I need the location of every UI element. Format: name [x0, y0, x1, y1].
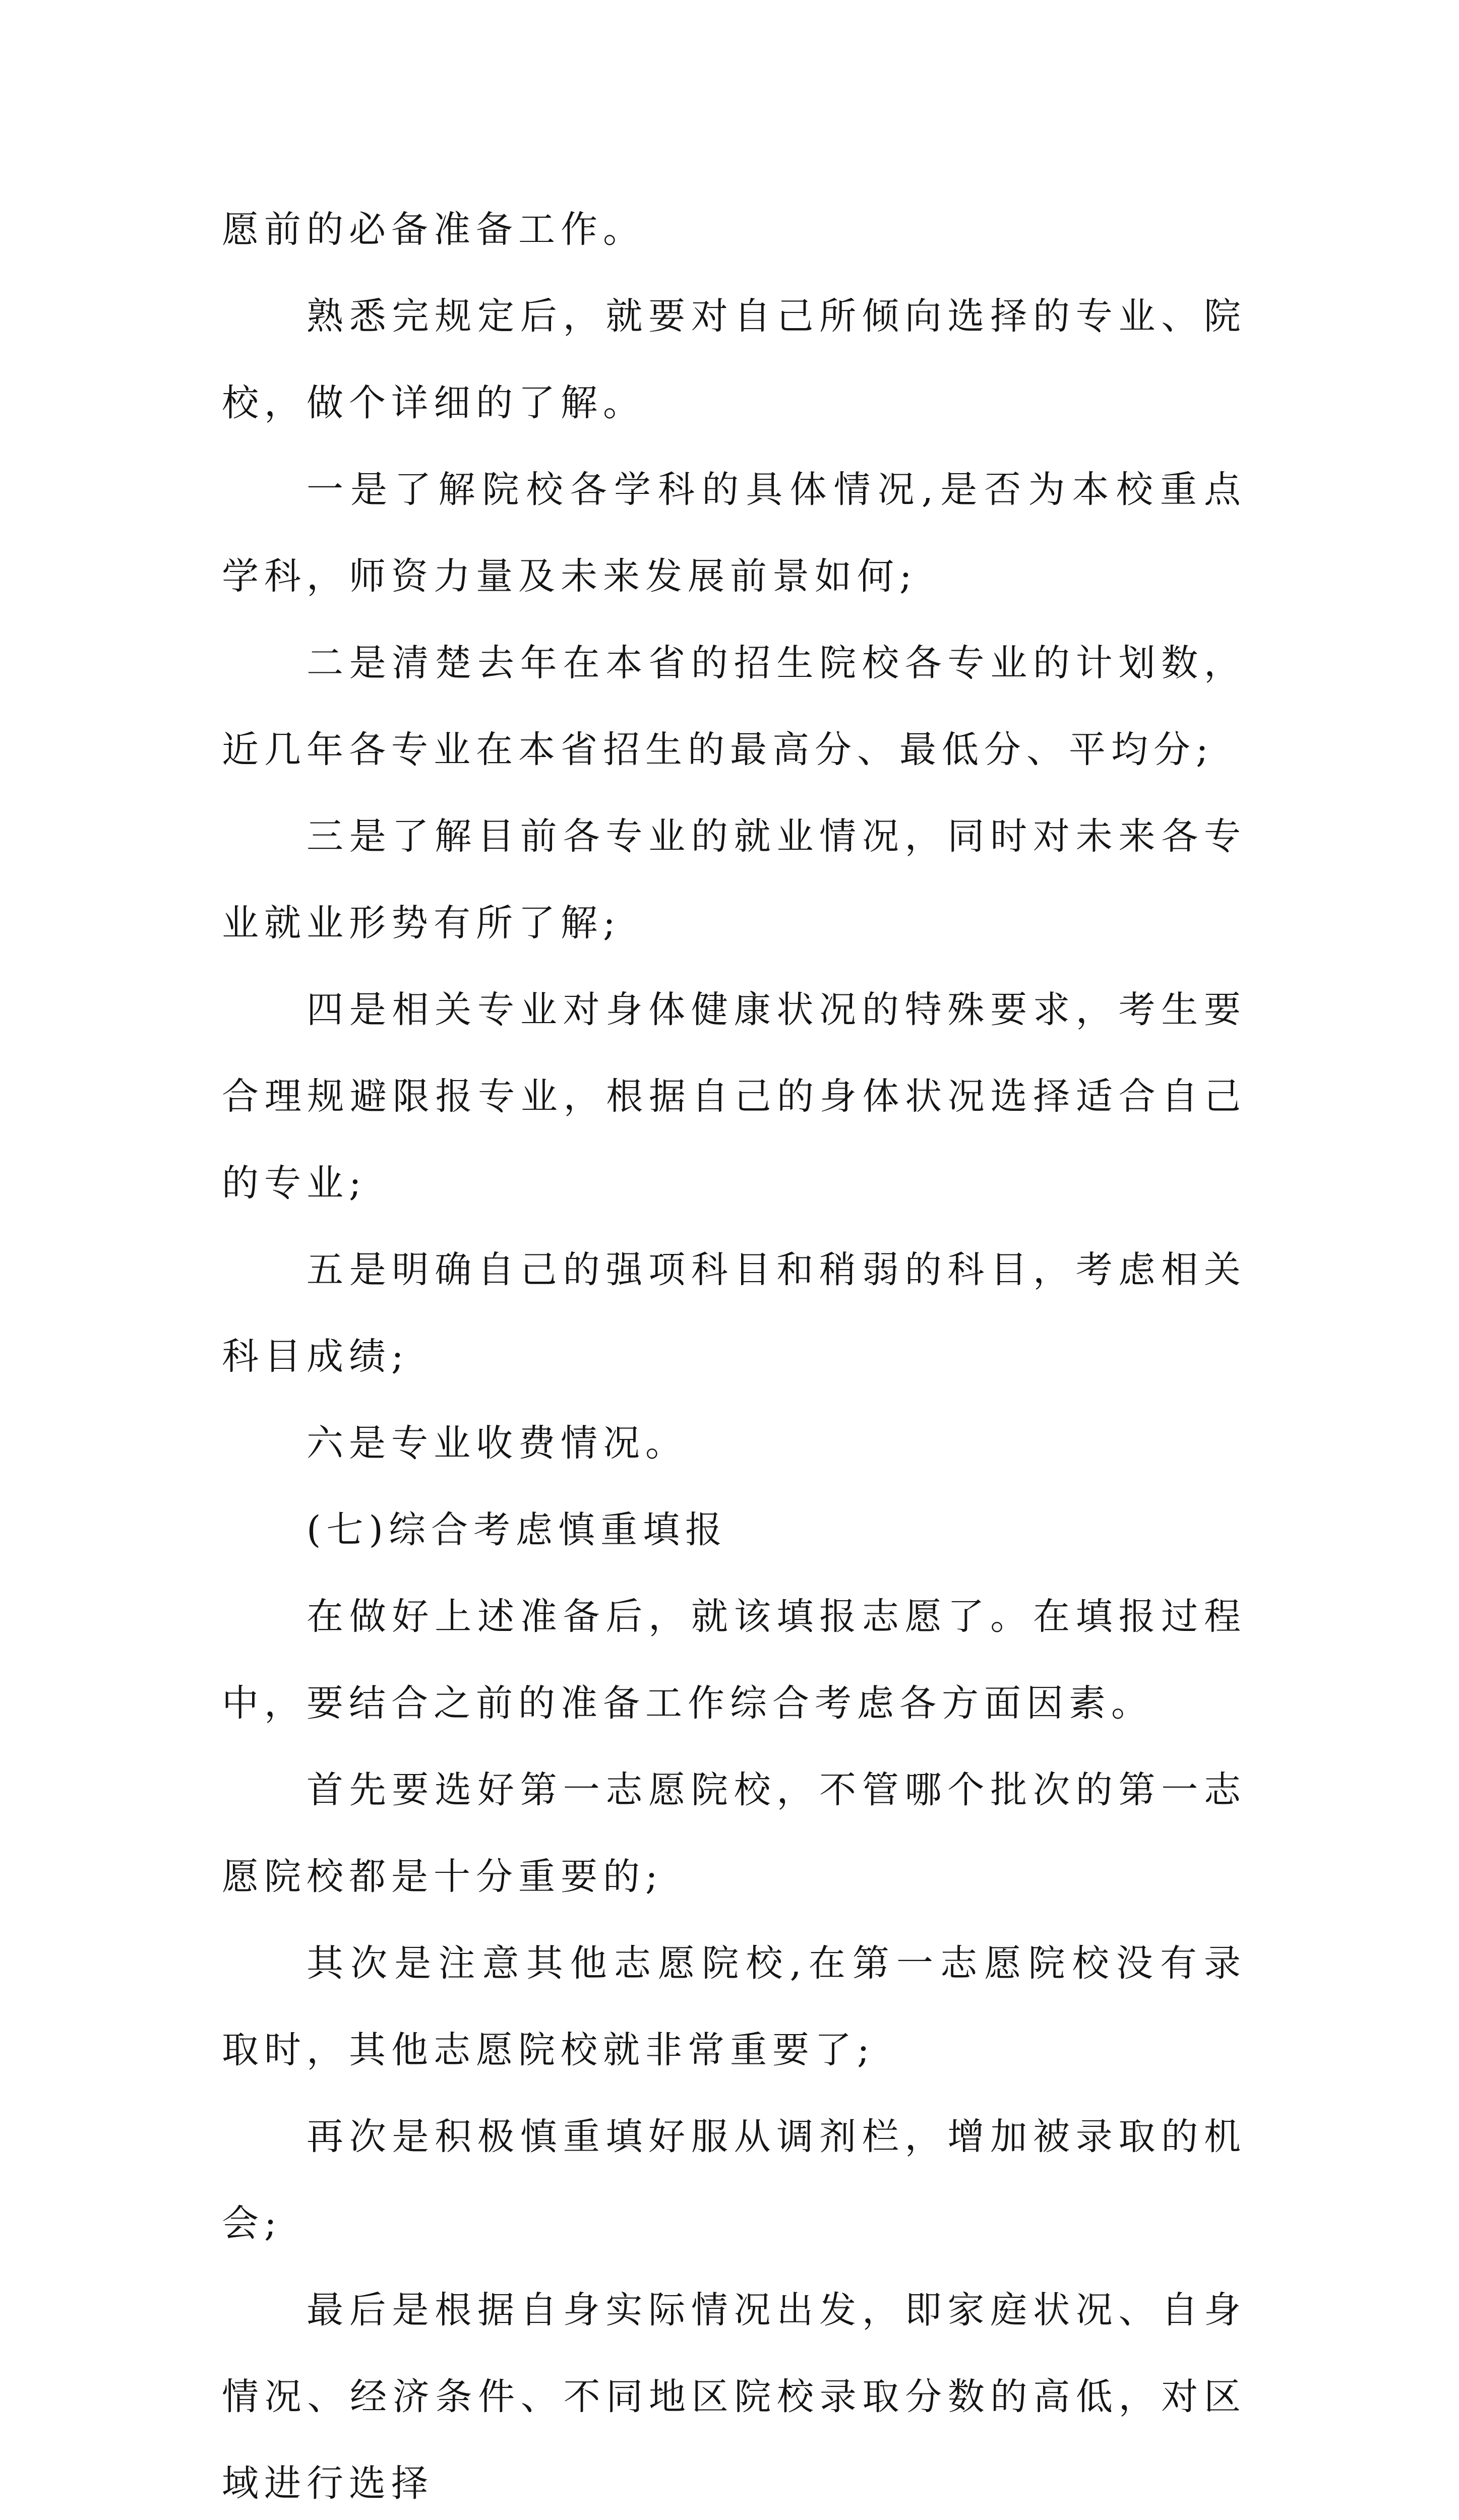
- paragraph: 首先要选好第一志愿院校，不管哪个批次的第一志愿院校都是十分重要的;: [222, 1769, 1246, 1898]
- paragraph: 一是了解院校各学科的具体情况,是否为本校重点学科，师资力量及未来发展前景如何;: [222, 468, 1246, 598]
- paragraph: 在做好上述准备后，就该填报志愿了。在填报过程中，要结合之前的准备工作综合考虑各方面因素。: [222, 1595, 1246, 1725]
- paragraph: 五是明确自己的强项科目和稍弱的科目，考虑相关科目成绩;: [222, 1248, 1246, 1378]
- document-body: [222, 186, 1246, 2520]
- section-heading: (七)综合考虑慎重填报: [307, 1508, 727, 1551]
- paragraph: 六是专业收费情况。: [307, 1422, 688, 1465]
- paragraph: 二是清楚去年在本省的招生院校各专业的计划数，近几年各专业在本省招生的最高分、最低分、平均分;: [222, 642, 1246, 771]
- paragraph: 愿前的必备准备工作。: [222, 208, 645, 251]
- paragraph: 最后是根据自身实际情况出发，即家庭状况、自身情况、经济条件、不同地区院校录取分数的高低，对区域进行选择: [222, 2289, 1246, 2505]
- paragraph: 其次是注意其他志愿院校,在第一志愿院校没有录取时，其他志愿院校就非常重要了;: [222, 1942, 1246, 2071]
- paragraph: 三是了解目前各专业的就业情况，同时对未来各专业就业形势有所了解;: [222, 815, 1246, 944]
- paragraph: 再次是积极慎重填好服从调剂栏，增加被录取的机会;: [222, 2115, 1246, 2245]
- paragraph: 四是相关专业对身体健康状况的特殊要求，考生要合理规避限报专业，根据自己的身体状况选择适合自己的专业;: [222, 988, 1246, 1205]
- paragraph: 熟悉完规定后，就要对自己所倾向选择的专业、院校，做个详细的了解。: [222, 295, 1246, 424]
